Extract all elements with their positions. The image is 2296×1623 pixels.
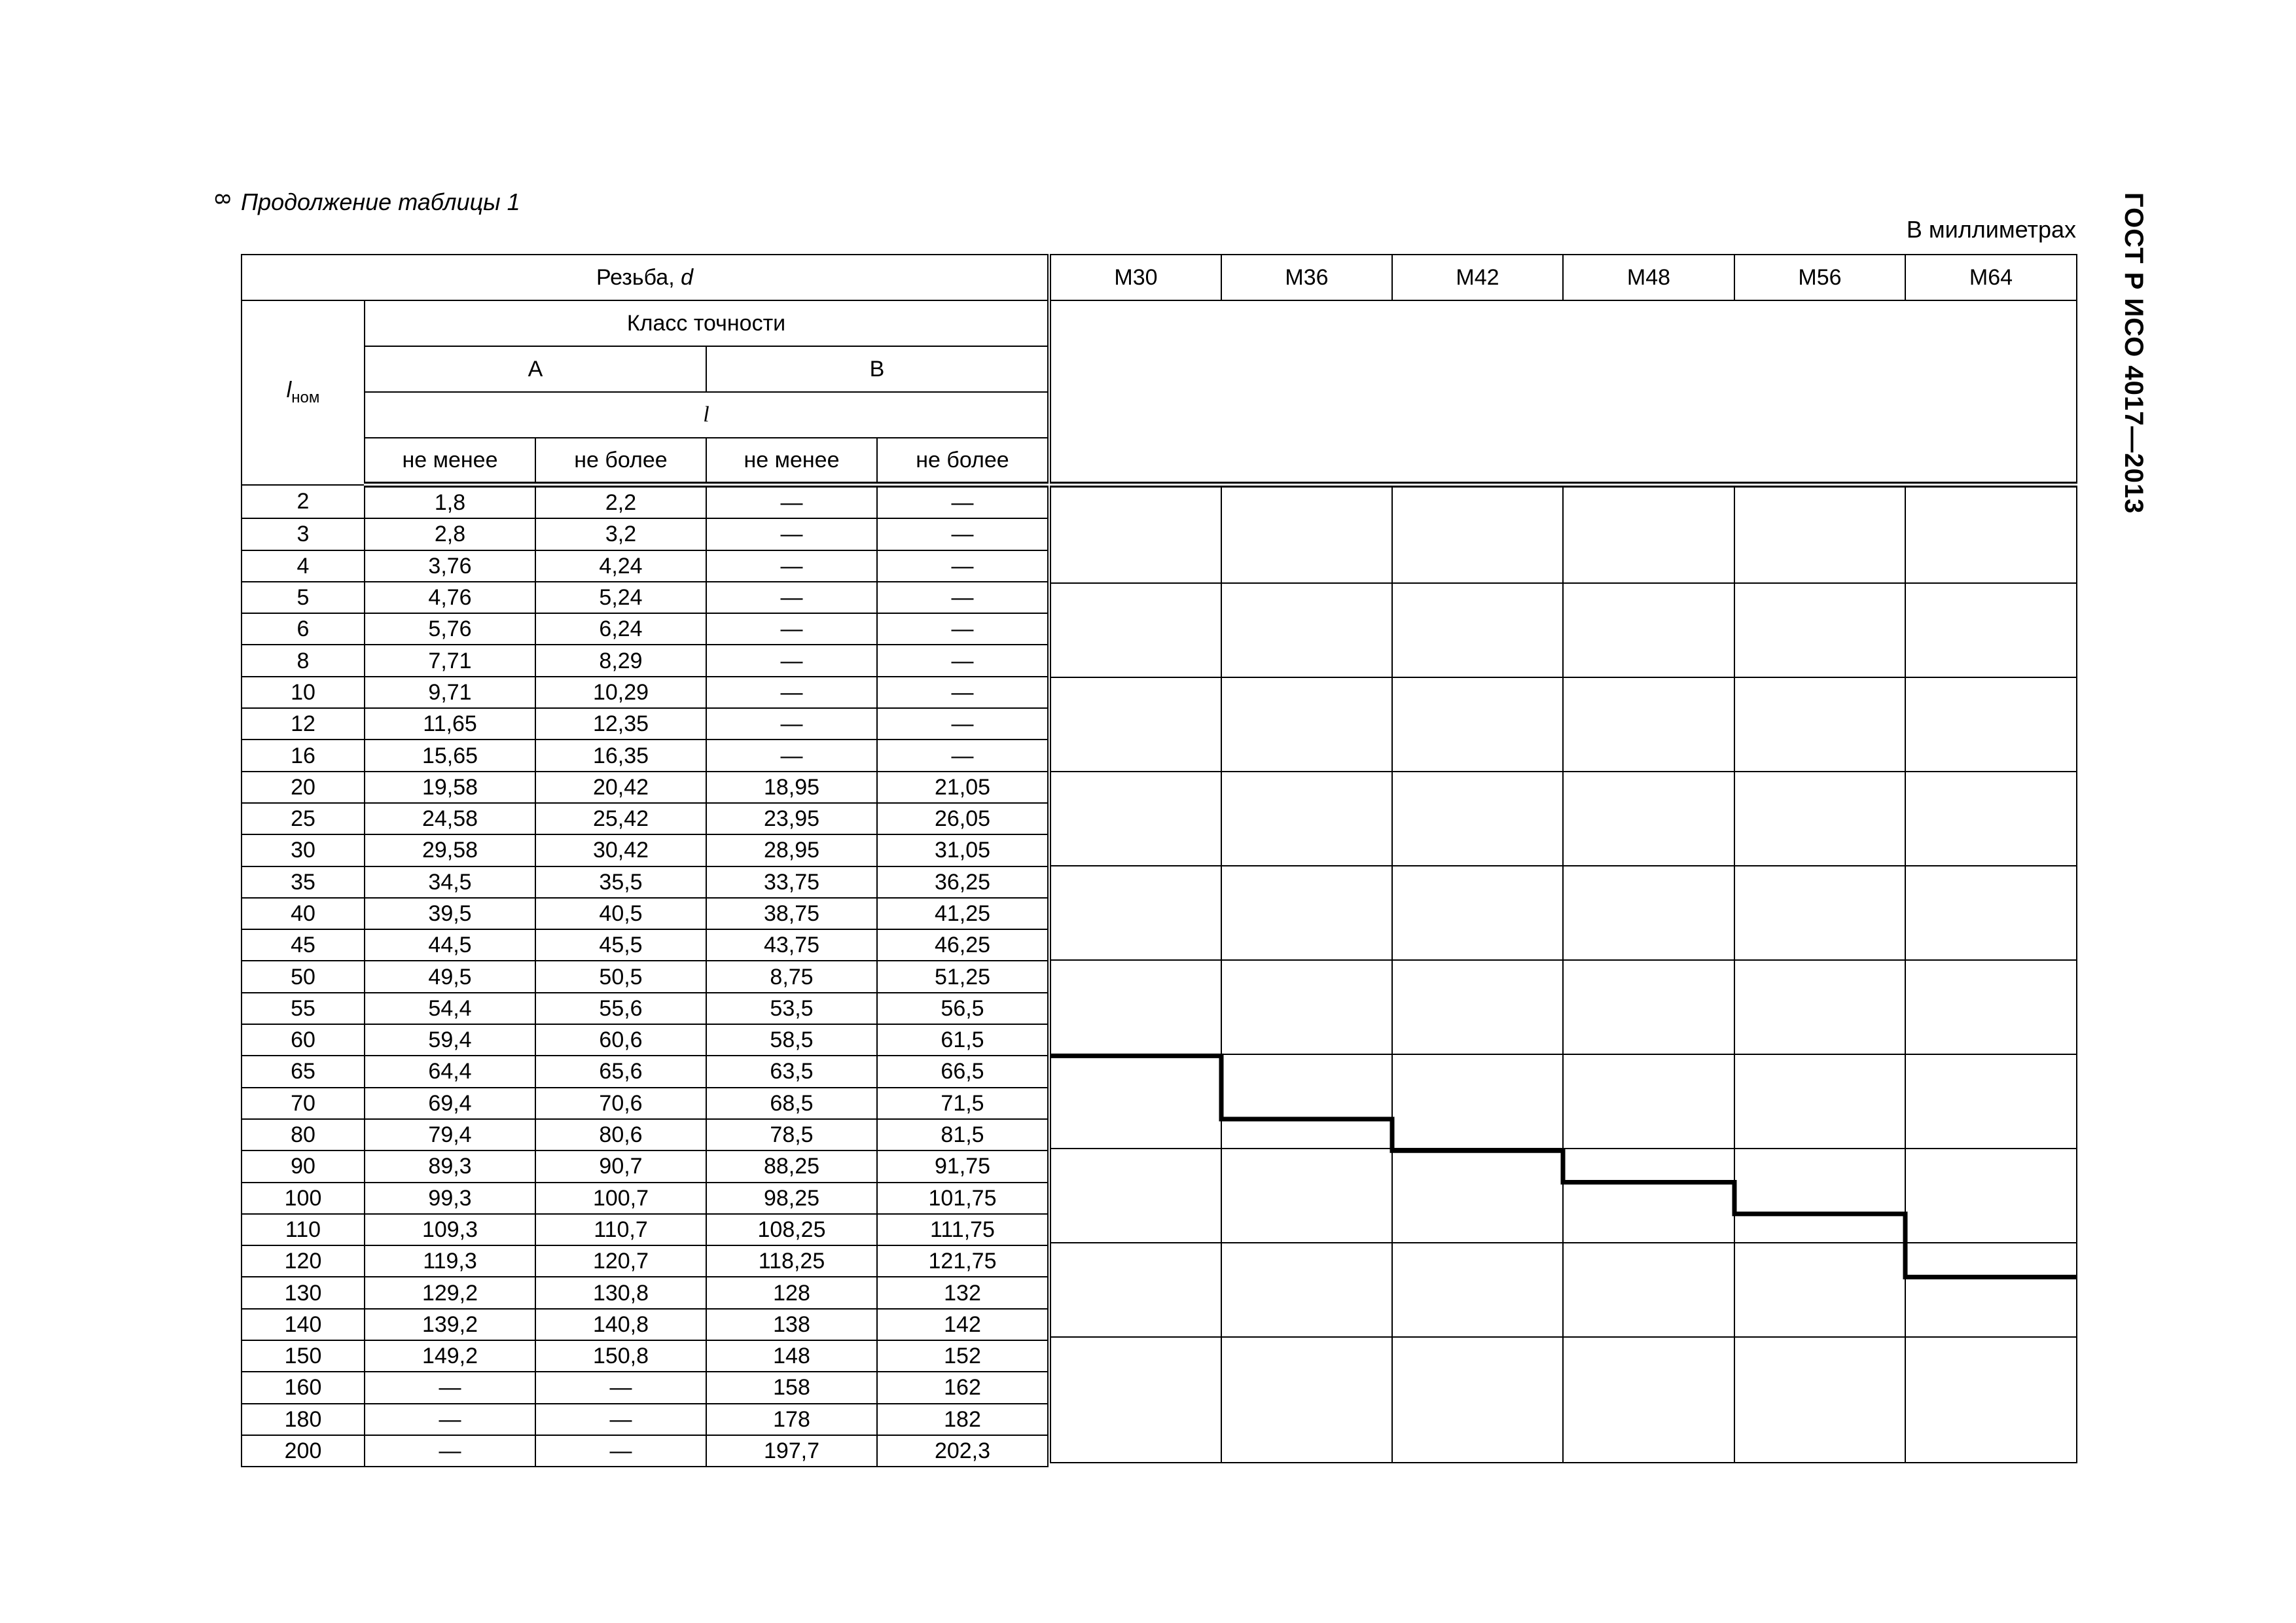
grid-cell [1563, 960, 1734, 1054]
thread-header [242, 255, 1048, 300]
min-a-cell: 129,2 [365, 1277, 535, 1308]
max-b-cell: — [877, 645, 1048, 676]
table-row [242, 708, 1048, 740]
grid-cell [1221, 1054, 1392, 1149]
grid-cell [1734, 772, 1905, 866]
grid-row [1050, 960, 2077, 1054]
table-row [242, 1309, 1048, 1340]
max-b-cell: 46,25 [877, 929, 1048, 961]
min-a-cell: 34,5 [365, 866, 535, 898]
min-b-cell: 68,5 [706, 1088, 877, 1119]
thread-size-cell: M42 [1392, 255, 1563, 300]
max-a-cell: 10,29 [535, 677, 706, 708]
max-a-cell: 70,6 [535, 1088, 706, 1119]
grid-cell [1734, 1337, 1905, 1463]
grid-cell [1563, 1243, 1734, 1337]
table-row [242, 803, 1048, 834]
max-b-cell: 121,75 [877, 1245, 1048, 1277]
document-code: ГОСТ Р ИСО 4017—2013 [2119, 192, 2148, 514]
grid-cell [1734, 1054, 1905, 1149]
min-a-cell: 69,4 [365, 1088, 535, 1119]
min-a-cell: 89,3 [365, 1150, 535, 1182]
class-a-header: A [365, 346, 706, 392]
table-row [242, 866, 1048, 898]
nominal-length-cell: 70 [242, 1088, 365, 1119]
thread-size-cell: M36 [1221, 255, 1392, 300]
max-a-cell: 6,24 [535, 613, 706, 645]
min-a-cell: 109,3 [365, 1214, 535, 1245]
grid-cell [1392, 1243, 1563, 1337]
nominal-length-cell: 50 [242, 961, 365, 992]
table-row [242, 1119, 1048, 1150]
grid-cell [1734, 1149, 1905, 1243]
grid-cell [1221, 1243, 1392, 1337]
table-row [242, 1088, 1048, 1119]
grid-cell [1905, 677, 2077, 772]
dimensions-table [241, 254, 1049, 1467]
max-a-cell: 100,7 [535, 1183, 706, 1214]
min-a-cell: 64,4 [365, 1056, 535, 1087]
grid-cell [1392, 960, 1563, 1054]
col-max-b: не более [877, 438, 1048, 485]
grid-cell [1563, 1054, 1734, 1149]
min-b-cell: 28,95 [706, 834, 877, 866]
min-a-cell: 54,4 [365, 993, 535, 1024]
max-a-cell: 55,6 [535, 993, 706, 1024]
grid-cell [1563, 677, 1734, 772]
nominal-length-cell: 55 [242, 993, 365, 1024]
grid-row [1050, 772, 2077, 866]
table-row [242, 1214, 1048, 1245]
max-a-cell: 45,5 [535, 929, 706, 961]
max-a-cell: 80,6 [535, 1119, 706, 1150]
min-a-cell: 44,5 [365, 929, 535, 961]
max-a-cell: — [535, 1404, 706, 1435]
max-a-cell: 30,42 [535, 834, 706, 866]
nominal-length-cell: 90 [242, 1150, 365, 1182]
grid-cell [1050, 772, 1221, 866]
grid-cell [1221, 772, 1392, 866]
min-a-cell: 4,76 [365, 582, 535, 613]
max-a-cell: 2,2 [535, 485, 706, 519]
min-a-cell: — [365, 1404, 535, 1435]
min-b-cell: 18,95 [706, 772, 877, 803]
nominal-length-cell: 100 [242, 1183, 365, 1214]
min-b-cell: 88,25 [706, 1150, 877, 1182]
max-b-cell: 51,25 [877, 961, 1048, 992]
max-b-cell: 41,25 [877, 898, 1048, 929]
max-a-cell: 5,24 [535, 582, 706, 613]
nominal-length-cell: 20 [242, 772, 365, 803]
max-b-cell: 26,05 [877, 803, 1048, 834]
min-a-cell: 139,2 [365, 1309, 535, 1340]
grid-cell [1050, 1243, 1221, 1337]
grid-cell [1050, 485, 1221, 584]
grid-row [1050, 1337, 2077, 1463]
table-row [242, 485, 1048, 519]
length-symbol-header: l [365, 392, 1048, 438]
table-row [242, 993, 1048, 1024]
max-a-cell: 150,8 [535, 1340, 706, 1372]
nominal-length-cell: 2 [242, 485, 365, 519]
thread-label: Резьба, [596, 264, 681, 290]
table-row [242, 613, 1048, 645]
min-a-cell: — [365, 1435, 535, 1467]
nominal-length-header [242, 300, 365, 485]
grid-cell [1392, 1337, 1563, 1463]
table-row [242, 1340, 1048, 1372]
table-row [242, 1183, 1048, 1214]
nominal-length-cell: 5 [242, 582, 365, 613]
grid-row [1050, 1054, 2077, 1149]
min-a-cell: 7,71 [365, 645, 535, 676]
grid-cell [1905, 1054, 2077, 1149]
grid-cell [1563, 866, 1734, 960]
thread-size-cell: M48 [1563, 255, 1734, 300]
max-a-cell: 3,2 [535, 518, 706, 550]
max-a-cell: 16,35 [535, 740, 706, 771]
min-a-cell: 15,65 [365, 740, 535, 771]
max-a-cell: 120,7 [535, 1245, 706, 1277]
min-b-cell: 178 [706, 1404, 877, 1435]
min-a-cell: 1,8 [365, 485, 535, 519]
nominal-length-cell: 120 [242, 1245, 365, 1277]
nominal-length-cell: 200 [242, 1435, 365, 1467]
min-a-cell: — [365, 1372, 535, 1403]
grid-cell [1392, 485, 1563, 584]
max-b-cell: — [877, 582, 1048, 613]
grid-cell [1734, 960, 1905, 1054]
grid-cell [1392, 772, 1563, 866]
col-min-a: не менее [365, 438, 535, 485]
thread-size-cell: M56 [1734, 255, 1905, 300]
grid-cell [1392, 677, 1563, 772]
table-row [242, 645, 1048, 676]
min-b-cell: 158 [706, 1372, 877, 1403]
nominal-length-cell: 16 [242, 740, 365, 771]
min-b-cell: 63,5 [706, 1056, 877, 1087]
max-a-cell: 40,5 [535, 898, 706, 929]
accuracy-class-header: Класс точности [365, 300, 1048, 346]
min-b-cell: 128 [706, 1277, 877, 1308]
max-b-cell: 66,5 [877, 1056, 1048, 1087]
min-b-cell: 8,75 [706, 961, 877, 992]
min-b-cell: 118,25 [706, 1245, 877, 1277]
max-a-cell: — [535, 1435, 706, 1467]
max-b-cell: 182 [877, 1404, 1048, 1435]
table-row [242, 582, 1048, 613]
min-b-cell: 148 [706, 1340, 877, 1372]
min-a-cell: 59,4 [365, 1024, 535, 1056]
grid-row [1050, 866, 2077, 960]
table-row [242, 1056, 1048, 1087]
table-row [242, 1150, 1048, 1182]
min-b-cell: 197,7 [706, 1435, 877, 1467]
max-b-cell: 81,5 [877, 1119, 1048, 1150]
nominal-length-symbol: l [286, 378, 292, 403]
grid-cell [1221, 1337, 1392, 1463]
table-row [242, 677, 1048, 708]
grid-cell [1734, 866, 1905, 960]
grid-cell [1392, 583, 1563, 677]
grid-cell [1221, 485, 1392, 584]
grid-cell [1221, 1149, 1392, 1243]
thread-size-cell: M64 [1905, 255, 2077, 300]
max-a-cell: 60,6 [535, 1024, 706, 1056]
table-row [242, 550, 1048, 582]
grid-row [1050, 583, 2077, 677]
min-b-cell: 58,5 [706, 1024, 877, 1056]
col-max-a: не более [535, 438, 706, 485]
min-a-cell: 149,2 [365, 1340, 535, 1372]
min-a-cell: 3,76 [365, 550, 535, 582]
max-b-cell: 31,05 [877, 834, 1048, 866]
grid-cell [1905, 772, 2077, 866]
min-a-cell: 99,3 [365, 1183, 535, 1214]
max-b-cell: 36,25 [877, 866, 1048, 898]
nominal-length-cell: 80 [242, 1119, 365, 1150]
min-b-cell: 23,95 [706, 803, 877, 834]
max-b-cell: — [877, 485, 1048, 519]
grid-row [1050, 485, 2077, 584]
table-row [242, 1404, 1048, 1435]
class-b-header: B [706, 346, 1048, 392]
max-a-cell: 65,6 [535, 1056, 706, 1087]
table-row [242, 898, 1048, 929]
nominal-length-cell: 110 [242, 1214, 365, 1245]
nominal-length-cell: 25 [242, 803, 365, 834]
min-b-cell: 43,75 [706, 929, 877, 961]
grid-cell [1905, 1337, 2077, 1463]
thread-size-cell: M30 [1050, 255, 1221, 300]
max-a-cell: 12,35 [535, 708, 706, 740]
min-b-cell: 53,5 [706, 993, 877, 1024]
max-b-cell: 111,75 [877, 1214, 1048, 1245]
nominal-length-cell: 45 [242, 929, 365, 961]
nominal-length-cell: 180 [242, 1404, 365, 1435]
nominal-length-cell: 160 [242, 1372, 365, 1403]
max-b-cell: 21,05 [877, 772, 1048, 803]
grid-cell [1392, 866, 1563, 960]
grid-cell [1905, 1243, 2077, 1337]
max-a-cell: 130,8 [535, 1277, 706, 1308]
max-a-cell: — [535, 1372, 706, 1403]
grid-row [1050, 1243, 2077, 1337]
nominal-length-cell: 35 [242, 866, 365, 898]
table-row [242, 929, 1048, 961]
grid-cell [1563, 485, 1734, 584]
nominal-length-cell: 3 [242, 518, 365, 550]
grid-cell [1221, 866, 1392, 960]
grid-cell [1050, 583, 1221, 677]
nominal-length-cell: 4 [242, 550, 365, 582]
col-min-b: не менее [706, 438, 877, 485]
table-caption: Продолжение таблицы 1 [241, 188, 520, 215]
min-a-cell: 11,65 [365, 708, 535, 740]
grid-cell [1905, 866, 2077, 960]
max-b-cell: — [877, 613, 1048, 645]
grid-cell [1221, 960, 1392, 1054]
grid-cell [1563, 1337, 1734, 1463]
min-a-cell: 19,58 [365, 772, 535, 803]
nominal-length-cell: 130 [242, 1277, 365, 1308]
max-b-cell: — [877, 740, 1048, 771]
max-a-cell: 140,8 [535, 1309, 706, 1340]
table-row [242, 1372, 1048, 1403]
max-b-cell: 142 [877, 1309, 1048, 1340]
thread-symbol: d [681, 264, 694, 290]
table-row [242, 834, 1048, 866]
max-b-cell: 101,75 [877, 1183, 1048, 1214]
grid-cell [1563, 583, 1734, 677]
max-b-cell: 91,75 [877, 1150, 1048, 1182]
nominal-length-cell: 65 [242, 1056, 365, 1087]
max-b-cell: — [877, 677, 1048, 708]
min-b-cell: 108,25 [706, 1214, 877, 1245]
nominal-length-cell: 8 [242, 645, 365, 676]
min-a-cell: 39,5 [365, 898, 535, 929]
grid-cell [1905, 960, 2077, 1054]
min-b-cell: — [706, 582, 877, 613]
grid-cell [1905, 583, 2077, 677]
grid-row [1050, 1149, 2077, 1243]
units-note: В миллиметрах [1906, 216, 2076, 243]
grid-cell [1392, 1054, 1563, 1149]
grid-cell [1734, 583, 1905, 677]
grid-cell [1050, 1337, 1221, 1463]
nominal-length-cell: 60 [242, 1024, 365, 1056]
max-b-cell: 132 [877, 1277, 1048, 1308]
grid-cell [1050, 677, 1221, 772]
max-b-cell: 56,5 [877, 993, 1048, 1024]
min-a-cell: 119,3 [365, 1245, 535, 1277]
max-a-cell: 110,7 [535, 1214, 706, 1245]
min-b-cell: — [706, 740, 877, 771]
grid-cell [1392, 1149, 1563, 1243]
max-a-cell: 90,7 [535, 1150, 706, 1182]
empty-header-area [1050, 300, 2077, 485]
nominal-length-cell: 12 [242, 708, 365, 740]
grid-row [1050, 677, 2077, 772]
grid-cell [1221, 583, 1392, 677]
nominal-length-cell: 30 [242, 834, 365, 866]
min-b-cell: 78,5 [706, 1119, 877, 1150]
nominal-length-cell: 140 [242, 1309, 365, 1340]
grid-cell [1050, 1149, 1221, 1243]
max-a-cell: 35,5 [535, 866, 706, 898]
min-a-cell: 5,76 [365, 613, 535, 645]
grid-cell [1221, 677, 1392, 772]
table-row [242, 1024, 1048, 1056]
min-a-cell: 24,58 [365, 803, 535, 834]
min-b-cell: — [706, 645, 877, 676]
min-b-cell: — [706, 550, 877, 582]
table-row [242, 1245, 1048, 1277]
max-a-cell: 4,24 [535, 550, 706, 582]
min-b-cell: 98,25 [706, 1183, 877, 1214]
table-row [242, 961, 1048, 992]
max-b-cell: — [877, 550, 1048, 582]
max-a-cell: 50,5 [535, 961, 706, 992]
max-a-cell: 8,29 [535, 645, 706, 676]
grid-cell [1734, 485, 1905, 584]
table-row [242, 1435, 1048, 1467]
grid-cell [1734, 677, 1905, 772]
max-b-cell: 152 [877, 1340, 1048, 1372]
grid-cell [1050, 960, 1221, 1054]
min-b-cell: — [706, 708, 877, 740]
max-a-cell: 20,42 [535, 772, 706, 803]
min-a-cell: 29,58 [365, 834, 535, 866]
page-number: 8 [211, 193, 234, 205]
table-row [242, 1277, 1048, 1308]
max-b-cell: 61,5 [877, 1024, 1048, 1056]
max-b-cell: 162 [877, 1372, 1048, 1403]
min-b-cell: — [706, 485, 877, 519]
grid-cell [1905, 485, 2077, 584]
nominal-length-cell: 40 [242, 898, 365, 929]
min-b-cell: 33,75 [706, 866, 877, 898]
max-b-cell: — [877, 518, 1048, 550]
max-b-cell: 71,5 [877, 1088, 1048, 1119]
nominal-length-cell: 150 [242, 1340, 365, 1372]
grid-cell [1563, 1149, 1734, 1243]
min-b-cell: — [706, 613, 877, 645]
min-b-cell: 38,75 [706, 898, 877, 929]
table-row [242, 772, 1048, 803]
thread-grid [1050, 254, 2077, 1463]
min-b-cell: 138 [706, 1309, 877, 1340]
max-a-cell: 25,42 [535, 803, 706, 834]
min-b-cell: — [706, 518, 877, 550]
table-row [242, 740, 1048, 771]
min-a-cell: 49,5 [365, 961, 535, 992]
min-a-cell: 2,8 [365, 518, 535, 550]
grid-cell [1734, 1243, 1905, 1337]
nominal-length-cell: 6 [242, 613, 365, 645]
grid-cell [1905, 1149, 2077, 1243]
min-a-cell: 9,71 [365, 677, 535, 708]
grid-cell [1563, 772, 1734, 866]
max-b-cell: — [877, 708, 1048, 740]
min-a-cell: 79,4 [365, 1119, 535, 1150]
min-b-cell: — [706, 677, 877, 708]
grid-cell [1050, 1054, 1221, 1149]
nominal-length-subscript: ном [291, 389, 320, 407]
max-b-cell: 202,3 [877, 1435, 1048, 1467]
table-row [242, 518, 1048, 550]
grid-cell [1050, 866, 1221, 960]
nominal-length-cell: 10 [242, 677, 365, 708]
